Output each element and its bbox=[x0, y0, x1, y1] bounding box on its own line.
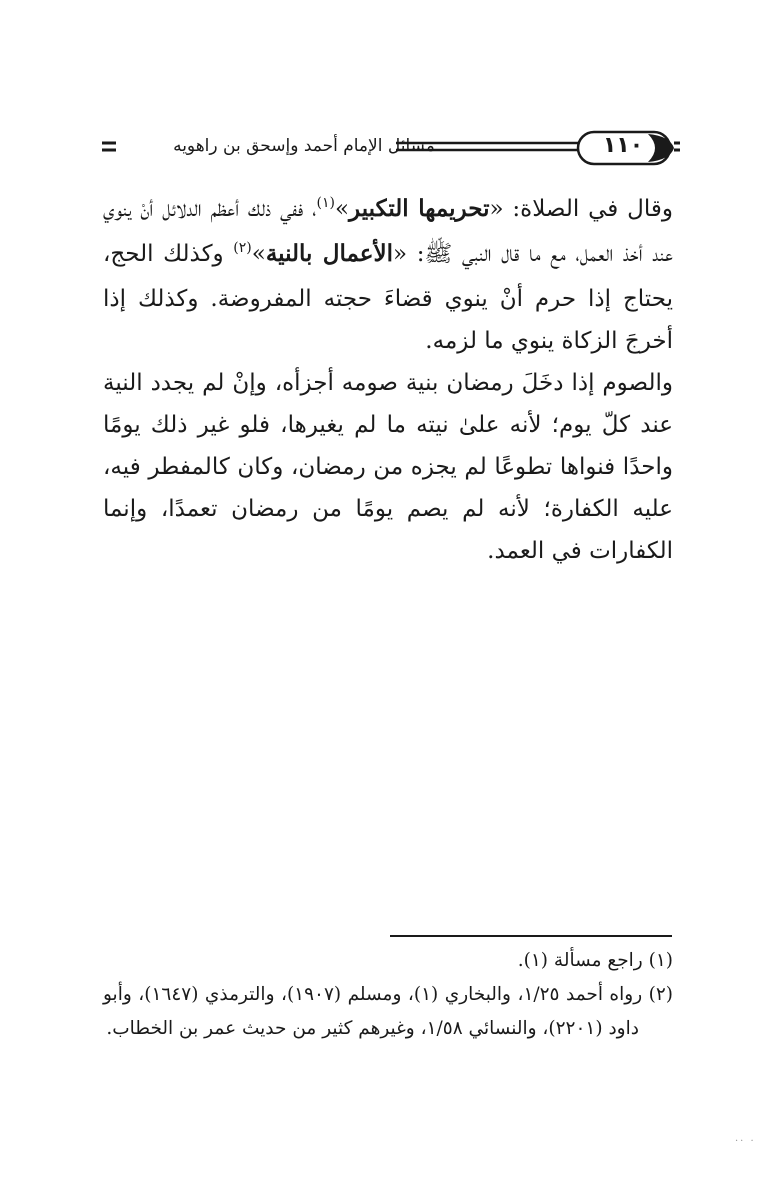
scan-edge-marks: ·· · bbox=[735, 1136, 756, 1147]
paragraph-1 bbox=[103, 188, 673, 362]
text-run: ، ففي ذلك أعظم الدلائل أنْ ينوي عند أخذ العمل، مع ما قال النبي ﷺ: « bbox=[103, 196, 673, 267]
paragraph-2: والصوم إذا دخَلَ رمضان بنية صومه أجزأه، وإنْ لم يجدد النية عند كلّ يوم؛ لأنه علىٰ نيته ما لم يغيرها، فلو غير ذلك يومًا واحدًا فنواها تطوعًا لم يجزه من رمضان، وكان كالمفطر فيه، عليه الكفارة؛ لأنه لم يصم يومًا من رمضان تعمدًا، وإنما الكفارات في العمد. bbox=[103, 370, 673, 564]
hadith-quote: الأعمال بالنية bbox=[265, 240, 394, 267]
footnote-2: (٢) رواه أحمد ١/٢٥، والبخاري (١)، ومسلم (١٩٠٧)، والترمذي (١٦٤٧)، وأبو داود (٢٢٠١)، والنسائي ١/٥٨، وغيرهم كثير من حديث عمر بن الخطاب. bbox=[103, 984, 673, 1039]
running-title: مسائل الإمام أحمد وإسحق بن راهويه bbox=[173, 136, 435, 156]
text-run: » bbox=[334, 196, 350, 222]
footnote-ref-1[interactable]: (١) bbox=[316, 195, 335, 211]
page-header bbox=[100, 126, 680, 170]
footnotes bbox=[103, 944, 673, 1046]
text-run: » bbox=[251, 241, 266, 267]
footnote-divider bbox=[390, 935, 672, 937]
page-number: ١١٠ bbox=[602, 133, 644, 158]
text-run: وكذلك الحج، يحتاج إذا حرم أنْ ينوي قضاءَ حجته المفروضة. وكذلك إذا أخرجَ الزكاة ينوي ما لزمه. bbox=[103, 241, 673, 354]
hadith-quote: تحريمها التكبير bbox=[349, 195, 490, 222]
text-run: وقال في الصلاة: « bbox=[489, 196, 673, 222]
footnote-ref-2[interactable]: (٢) bbox=[233, 240, 252, 256]
footnote-1: (١) راجع مسألة (١). bbox=[517, 950, 673, 971]
main-text bbox=[103, 188, 673, 572]
